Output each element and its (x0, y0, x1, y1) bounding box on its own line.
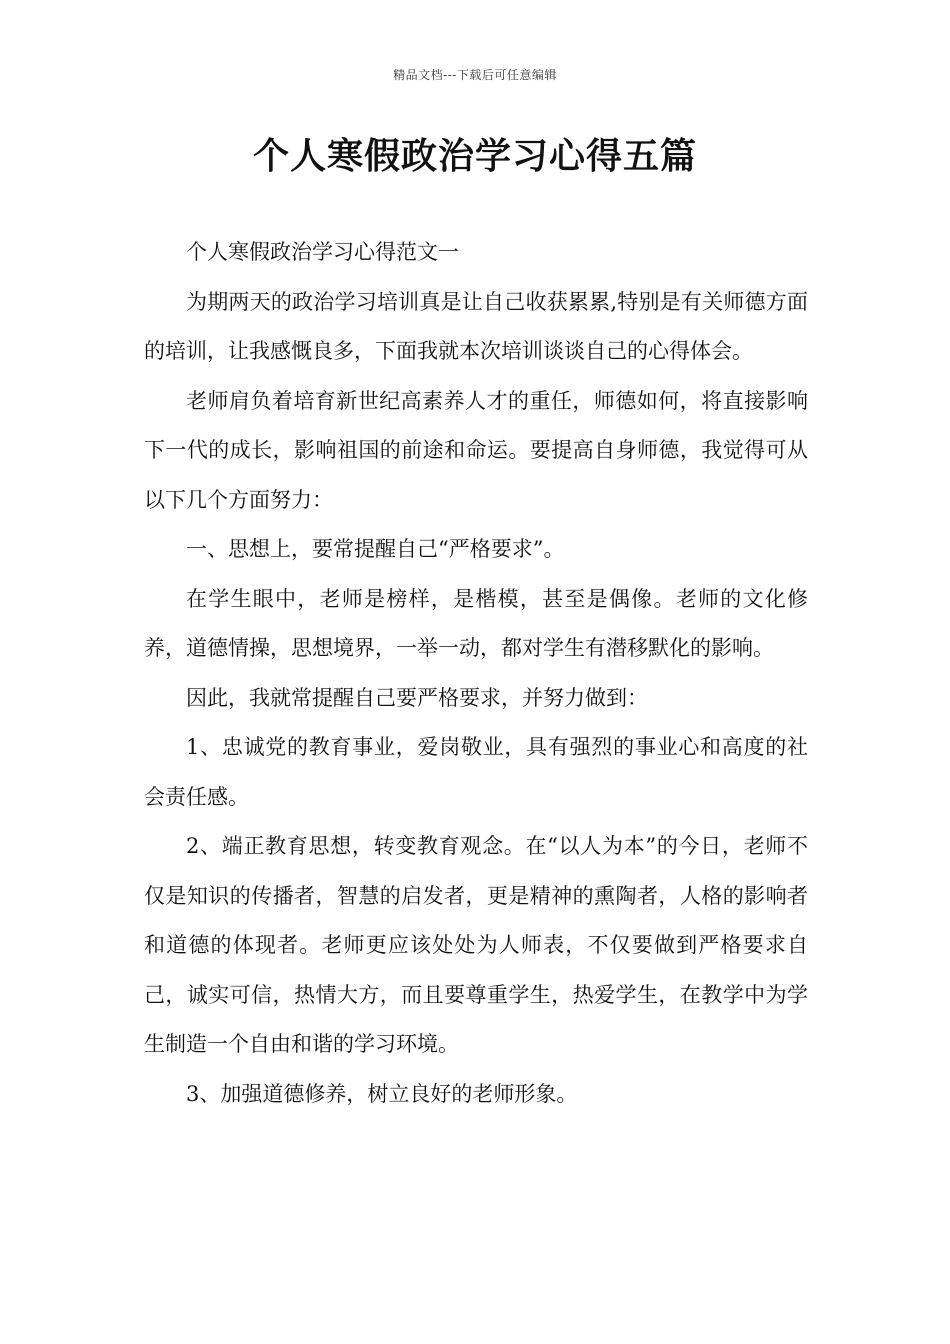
paragraph: 一、思想上，要常提醒自己“严格要求”。 (186, 537, 565, 561)
paragraph-section-heading: 个人寒假政治学习心得范文一 (186, 240, 459, 264)
paragraph: 在学生眼中，老师是榜样，是楷模，甚至是偶像。老师的文化修养，道德情操，思想境界，一举一动，都对学生有潜移默化的影响。 (144, 586, 808, 660)
document-title: 个人寒假政治学习心得五篇 (252, 135, 697, 177)
header-note: 精品文档---下载后可任意编辑 (393, 68, 557, 82)
paragraph: 3、加强道德修养，树立良好的老师形象。 (186, 1081, 578, 1106)
paragraph: 为期两天的政治学习培训真是让自己收获累累,特别是有关师德方面的培训，让我感慨良多，下面我就本次培训谈谈自己的心得体会。 (144, 289, 808, 363)
paragraph: 2、端正教育思想，转变教育观念。在“以人为本”的今日，老师不仅是知识的传播者，智慧的启发者，更是精神的熏陶者，人格的影响者和道德的体现者。老师更应该处处为人师表，不仅要做到严格要求自己，诚实可信，热情大方，而且要尊重学生，热爱学生，在教学中为学生制造一个自由和谐的学习环境。 (144, 834, 808, 1056)
paragraph: 因此，我就常提醒自己要严格要求，并努力做到： (186, 685, 648, 710)
document-body (144, 228, 808, 1119)
paragraph: 1、忠诚党的教育事业，爱岗敬业，具有强烈的事业心和高度的社会责任感。 (144, 735, 808, 809)
paragraph: 老师肩负着培育新世纪高素养人才的重任，师德如何，将直接影响下一代的成长，影响祖国的前途和命运。要提高自身师德，我觉得可从以下几个方面努力： (144, 388, 808, 512)
